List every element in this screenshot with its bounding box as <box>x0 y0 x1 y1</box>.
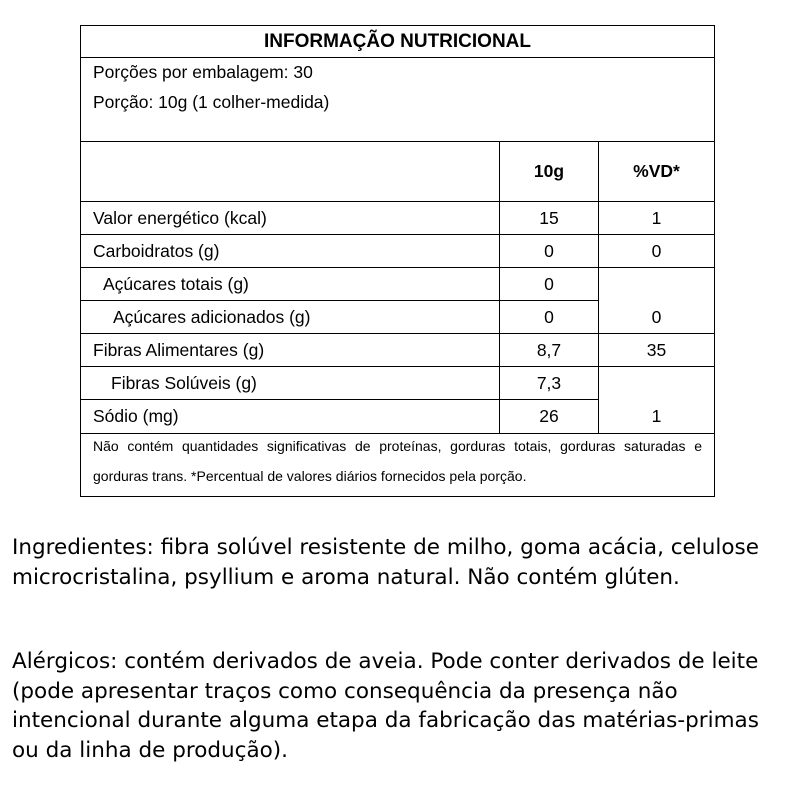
nutrient-vd: 35 <box>598 334 714 366</box>
table-footnote: Não contém quantidades significativas de proteínas, gorduras totais, gorduras saturadas e gorduras trans. *Percentual de valores diários fornecidos pela porção. <box>93 438 702 484</box>
header-portion: 10g <box>499 142 598 201</box>
nutrient-value: 0 <box>499 235 598 267</box>
header-empty-cell <box>81 142 499 201</box>
allergens-text: Alérgicos: contém derivados de aveia. Pode conter derivados de leite (pode apresentar traços como consequência da presença não intencional durante alguma etapa da fabricação das matérias-primas ou da linha de produção). <box>12 649 759 763</box>
table-row <box>81 268 714 301</box>
servings-per-package: Porções por embalagem: 30 <box>93 62 313 82</box>
nutrient-value: 15 <box>499 202 598 234</box>
nutrition-table <box>80 25 715 497</box>
table-row <box>81 334 714 367</box>
nutrient-label: Fibras Alimentares (g) <box>93 339 265 360</box>
serving-size: Porção: 10g (1 colher-medida) <box>93 92 330 112</box>
table-title: INFORMAÇÃO NUTRICIONAL <box>81 26 714 58</box>
header-vd: %VD* <box>598 142 714 201</box>
nutrient-value: 0 <box>499 301 598 333</box>
nutrient-label: Carboidratos (g) <box>93 240 220 261</box>
nutrient-vd: 1 <box>598 202 714 234</box>
nutrient-value: 8,7 <box>499 334 598 366</box>
nutrient-vd <box>598 367 714 400</box>
nutrient-vd: 1 <box>598 400 714 433</box>
nutrient-value: 26 <box>499 400 598 433</box>
nutrient-value: 7,3 <box>499 367 598 400</box>
ingredients-text: Ingredientes: fibra solúvel resistente de milho, goma acácia, celulose microcristalina, psyllium e aroma natural. Não contém glúten. <box>12 535 759 590</box>
nutrient-label: Valor energético (kcal) <box>93 207 267 228</box>
nutrient-vd <box>598 268 714 301</box>
table-header-row <box>81 142 714 202</box>
nutrient-value: 0 <box>499 268 598 301</box>
table-row <box>81 202 714 235</box>
portion-info <box>81 58 714 142</box>
nutrient-vd: 0 <box>598 235 714 267</box>
nutrient-label: Fibras Solúveis (g) <box>81 367 499 400</box>
table-row <box>81 400 714 434</box>
nutrient-label: Sódio (mg) <box>93 406 179 426</box>
nutrient-vd: 0 <box>598 301 714 333</box>
table-row <box>81 235 714 268</box>
nutrient-label: Açúcares totais (g) <box>81 268 499 301</box>
table-row <box>81 367 714 400</box>
table-row <box>81 301 714 334</box>
nutrient-label: Açúcares adicionados (g) <box>113 306 311 327</box>
